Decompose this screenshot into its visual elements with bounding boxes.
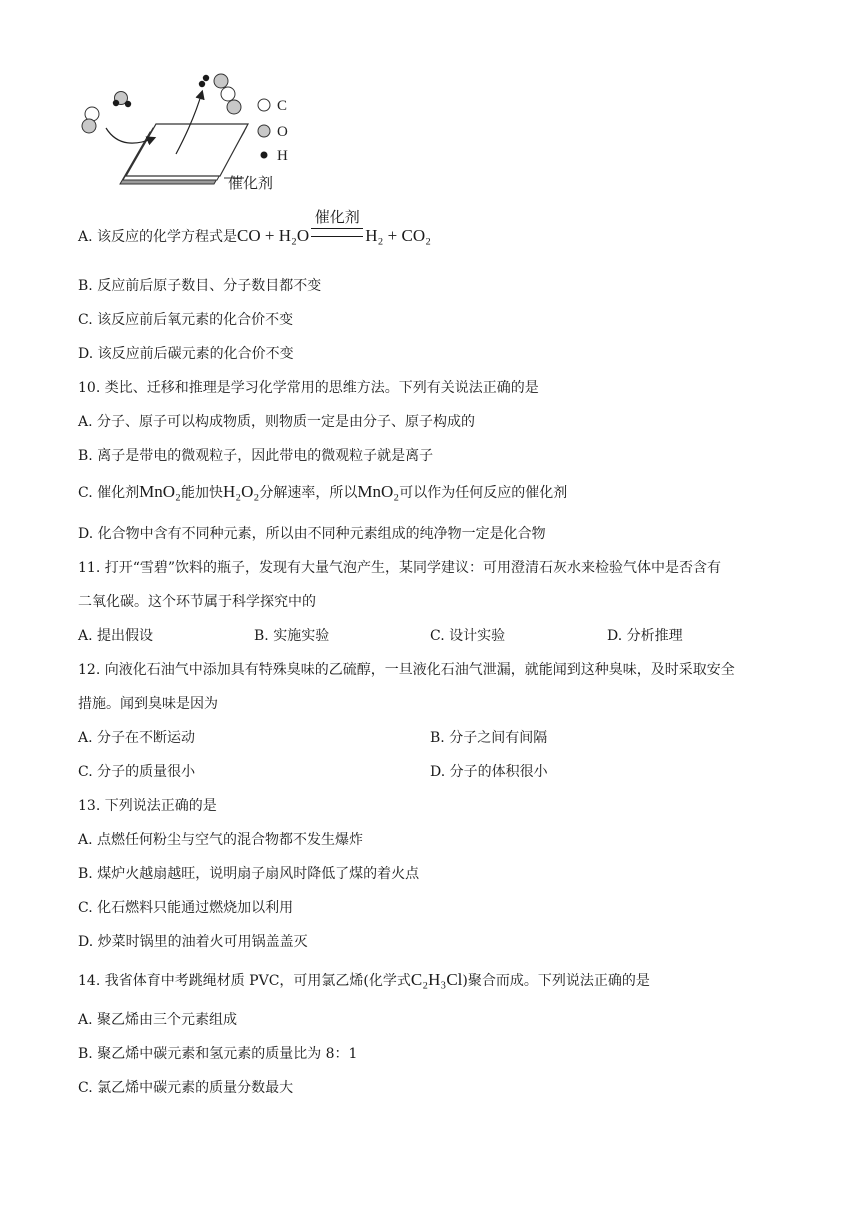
q14-option-b: B. 聚乙烯中碳元素和氢元素的质量比为 8：1	[78, 1046, 358, 1062]
formula-mno2: MnO₂	[357, 482, 400, 501]
legend-hydrogen-icon	[261, 152, 268, 159]
q12-option-d: D. 分子的体积很小	[430, 764, 548, 780]
q13-option-d: D. 炒菜时锅里的油着火可用锅盖盖灭	[78, 934, 308, 950]
h2o-molecule	[113, 92, 131, 108]
q11-option-d: D. 分析推理	[607, 628, 683, 644]
q11-stem-line1: 11. 打开“雪碧”饮料的瓶子，发现有大量气泡产生，某同学建议：可用澄清石灰水来检验气体中是否含有	[78, 560, 722, 576]
q10-option-c-part2: 能加快	[180, 485, 223, 501]
q10-option-c-part1: C. 催化剂	[78, 485, 140, 501]
q11-option-c: C. 设计实验	[430, 628, 506, 644]
co2-molecule	[214, 74, 241, 114]
q14-option-c: C. 氯乙烯中碳元素的质量分数最大	[78, 1080, 294, 1096]
catalyst-label: 催化剂	[228, 174, 274, 192]
reaction-diagram	[76, 70, 316, 200]
legend-carbon-label: C	[277, 98, 288, 114]
q10-option-c	[78, 482, 567, 503]
q9-option-a-text: A. 该反应的化学方程式是	[78, 229, 238, 245]
q14-stem-part2: )聚合而成。下列说法正确的是	[462, 973, 650, 989]
legend-oxygen-label: O	[277, 124, 288, 140]
q12-option-a: A. 分子在不断运动	[78, 730, 196, 746]
q13-stem: 13. 下列说法正确的是	[78, 798, 217, 814]
legend-carbon-icon	[258, 99, 270, 111]
q10-option-c-part3: 分解速率，所以	[259, 485, 358, 501]
q14-stem	[78, 970, 650, 991]
equation-left: CO + H₂O	[237, 226, 310, 245]
q13-option-b: B. 煤炉火越扇越旺，说明扇子扇风时降低了煤的着火点	[78, 866, 420, 882]
q9-option-c: C. 该反应前后氧元素的化合价不变	[78, 312, 294, 328]
q12-stem-line2: 措施。闻到臭味是因为	[78, 696, 218, 712]
equation-condition: 催化剂	[314, 208, 360, 226]
q13-option-c: C. 化石燃料只能通过燃烧加以利用	[78, 900, 294, 916]
q9-option-d: D. 该反应前后碳元素的化合价不变	[78, 346, 294, 362]
formula-h2o2: H₂O₂	[222, 482, 260, 501]
reactant-arrow	[106, 128, 154, 143]
co-molecule	[82, 107, 99, 133]
equation-arrow	[311, 208, 363, 247]
q14-stem-part1: 14. 我省体育中考跳绳材质 PVC，可用氯乙烯(化学式	[78, 973, 411, 989]
formula-c2h3cl: C₂H₃Cl	[410, 970, 463, 989]
q13-option-a: A. 点燃任何粉尘与空气的混合物都不发生爆炸	[78, 832, 364, 848]
q9-option-a	[78, 208, 432, 247]
q11-option-b: B. 实施实验	[254, 628, 330, 644]
legend-hydrogen-label: H	[277, 148, 288, 164]
q14-option-a: A. 聚乙烯由三个元素组成	[78, 1012, 238, 1028]
q12-option-b: B. 分子之间有间隔	[430, 730, 548, 746]
h2-molecule	[199, 75, 209, 87]
q10-option-a: A. 分子、原子可以构成物质，则物质一定是由分子、原子构成的	[78, 414, 476, 430]
q10-option-c-part4: 可以作为任何反应的催化剂	[399, 485, 568, 501]
q10-option-b: B. 离子是带电的微观粒子，因此带电的微观粒子就是离子	[78, 448, 434, 464]
q12-option-c: C. 分子的质量很小	[78, 764, 196, 780]
q11-stem-line2: 二氧化碳。这个环节属于科学探究中的	[78, 594, 316, 610]
q11-option-a: A. 提出假设	[78, 628, 154, 644]
legend-oxygen-icon	[258, 125, 270, 137]
q10-stem: 10. 类比、迁移和推理是学习化学常用的思维方法。下列有关说法正确的是	[78, 380, 539, 396]
q10-option-d: D. 化合物中含有不同种元素，所以由不同种元素组成的纯净物一定是化合物	[78, 526, 546, 542]
equation-right: H₂ + CO₂	[365, 226, 432, 245]
legend	[258, 98, 288, 164]
formula-mno2: MnO₂	[139, 482, 181, 501]
q12-stem-line1: 12. 向液化石油气中添加具有特殊臭味的乙硫醇，一旦液化石油气泄漏，就能闻到这种臭味，及时采取安全	[78, 662, 735, 678]
q9-option-b: B. 反应前后原子数目、分子数目都不变	[78, 278, 322, 294]
